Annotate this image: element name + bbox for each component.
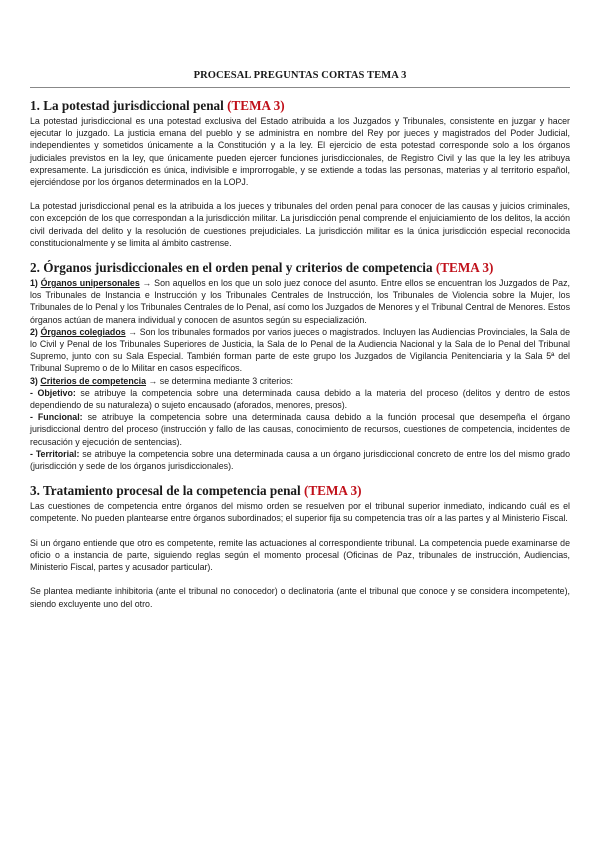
criterios-competencia: 3) Criterios de competencia → se determina mediante 3 criterios: <box>30 375 294 386</box>
organos-colegiados: 2) Órganos colegiados → Son los tribunales formados por varios jueces o magistrados. Incluyen las Audiencias Provinciales, la Sala de lo Civil y Penal de los Tribunales Superiores de Justicia, la Sala de lo Penal de la Audiencia Nacional y la Sala de lo Penal del Tribunal Supremo, junto con su Sala Especial. También forman parte de este grupo los Juzgados de Vigilancia Penitenciaria y la Sala 5ª del Tribunal Supremo o de lo Militar en casos específicos. <box>30 326 570 374</box>
section-3-paragraph-3: Se plantea mediante inhibitoria (ante el tribunal no conocedor) o declinatoria (ante el tribunal que conoce y se considera incompetente), siendo excluyente uno del otro. <box>30 586 570 609</box>
criterio-objetivo: - Objetivo: se atribuye la competencia sobre una determinada causa debido a la materia del proceso (delitos y dentro de estos dependiendo de su naturaleza) o sujeto encausado (aforados, menores, presos). <box>30 387 570 411</box>
section-1-paragraph-1: La potestad jurisdiccional es una potestad exclusiva del Estado atribuida a los Juzgados y Tribunales, consistente en juzgar y hacer ejecutar lo juzgado. La justicia emana del pueblo y se administra en nombre del Rey por jueces y magistrados del Poder Judicial, independientes y sometidos únicamente a la Constitución y a la ley. El ejercicio de esta potestad corresponde solo a los órganos judiciales previstos en la ley, que únicamente pueden ejercer funciones jurisdiccionales, de Registro Civil y las que la ley les atribuya expresamente. La jurisdicción es única, indivisible e improrrogable, y se extiende a todas las personas, materias y al territorio español, ejerciéndose por los órganos determinados en la LOPJ. <box>30 116 570 188</box>
section-3-paragraph-1: Las cuestiones de competencia entre órganos del mismo orden se resuelven por el tribunal superior inmediato, indicando cuál es el competente. No pueden plantearse entre órganos subordinados; el superior fija su competencia tras oír a las partes y al Ministerio Fiscal. <box>30 501 570 524</box>
section-1-heading: 1. La potestad jurisdiccional penal (TEMA 3) <box>30 98 285 113</box>
section-1-tag: (TEMA 3) <box>227 98 285 113</box>
section-3-heading: 3. Tratamiento procesal de la competencia penal (TEMA 3) <box>30 483 362 499</box>
section-2-tag: (TEMA 3) <box>435 260 494 276</box>
organos-unipersonales: 1) Órganos unipersonales → Son aquellos en los que un solo juez conoce del asunto. Entre ellos se encuentran los Juzgados de Paz, los Tribunales de Instancia e Instrucción y los Tribunales Centrales de Instrucción, los Tribunales de Violencia sobre la Mujer, los Tribunales de lo Penal y los Tribunales Centrales de lo Penal, así como los Juzgados de Menores y el Tribunal Central de Menores. Estos órganos actúan de manera individual y conocen de asuntos según su especialización. <box>30 278 570 325</box>
section-3-tag: (TEMA 3) <box>303 483 362 499</box>
title-divider <box>30 87 570 88</box>
section-2-heading: 2. Órganos jurisdiccionales en el orden penal y criterios de competencia (TEMA 3) <box>30 260 494 276</box>
document-title: PROCESAL PREGUNTAS CORTAS TEMA 3 <box>193 70 407 81</box>
criterio-funcional: - Funcional: se atribuye la competencia sobre una determinada causa debido a la función procesal que desempeña el órgano jurisdiccional dentro del proceso (instrucción y fallo de las causas, conocimiento de recursos, cuestiones de competencia, incidentes de recusación y ejecución de sentencias). <box>30 412 571 447</box>
section-3-paragraph-2: Si un órgano entiende que otro es competente, remite las actuaciones al correspondiente tribunal. La competencia puede examinarse de oficio o a instancia de parte, siguiendo reglas según el momento procesal (Oficinas de Paz, tribunales de instrucción, Audiencias, Ministerio Fiscal, partes y acusador particular). <box>30 537 570 573</box>
section-1-paragraph-2: La potestad jurisdiccional penal es la atribuida a los jueces y tribunales del orden penal para conocer de las causas y juicios criminales, con excepción de los que correspondan a la jurisdicción militar. La jurisdicción penal comprende el enjuiciamiento de los delitos, la acción civil derivada del delito y la resolución de cuestiones prejudiciales. La jurisdicción militar es la única jurisdicción especial reconocida constitucionalmente y se limita al ámbito castrense. <box>30 201 570 248</box>
criterio-territorial: - Territorial: se atribuye la competencia sobre una determinada causa a un órgano jurisdiccional concreto de entre los del mismo grado (jurisdicción y sede de los órganos jurisdiccionales). <box>30 448 570 472</box>
